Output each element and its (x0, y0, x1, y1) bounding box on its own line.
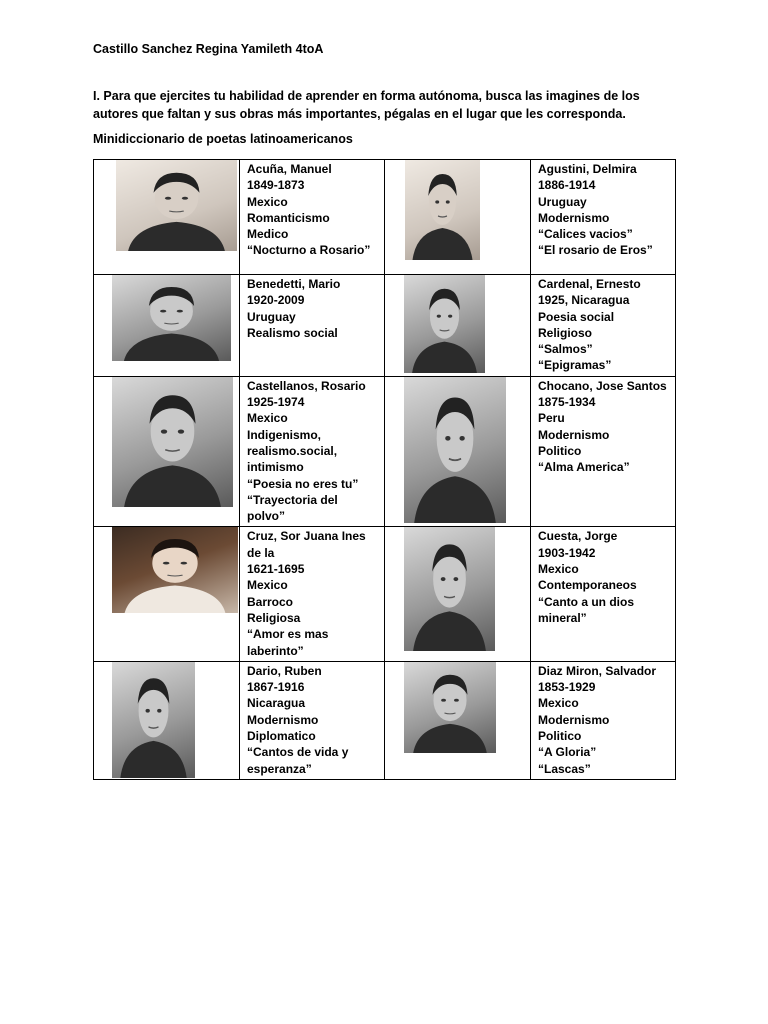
poet-detail: “Calices vacios” (538, 227, 633, 242)
photo-cell (385, 275, 531, 377)
poet-detail: Uruguay (538, 194, 587, 209)
poet-detail: esperanza” (247, 761, 312, 776)
portrait-benedetti-icon (112, 275, 231, 361)
photo-cell (94, 160, 240, 275)
photo-cell (385, 527, 531, 661)
poet-info (240, 275, 384, 343)
info-cell (240, 527, 385, 661)
poet-name: Benedetti, Mario (247, 277, 341, 291)
portrait-sor-juana-icon (112, 527, 238, 613)
poet-detail: “Epigramas” (538, 358, 612, 373)
poet-row (94, 376, 676, 527)
poet-info (531, 160, 675, 261)
info-cell (240, 376, 385, 527)
info-cell (531, 160, 676, 275)
poet-detail: “Poesia no eres tu” (247, 476, 359, 491)
poet-detail: Mexico (538, 562, 579, 577)
info-cell (531, 376, 676, 527)
photo-cell (94, 376, 240, 527)
poet-detail: 1925, Nicaragua (538, 293, 630, 308)
poet-detail: Modernismo (538, 712, 610, 727)
instruction-text: I. Para que ejercites tu habilidad de aprender en forma autónoma, busca las imagines de los autores que faltan y sus obras más importantes, pégalas en el lugar que les corresponda. (93, 89, 640, 121)
poet-detail: Poesia social (538, 309, 615, 324)
poet-name: Dario, Ruben (247, 663, 322, 678)
poet-detail: Nicaragua (247, 696, 306, 711)
photo-cell (94, 661, 240, 779)
table-title: Minidiccionario de poetas latinoamericanos (93, 132, 353, 146)
poet-detail: “El rosario de Eros” (538, 243, 653, 258)
poet-detail: Romanticismo (247, 210, 330, 225)
poet-detail: mineral” (538, 610, 587, 625)
poet-detail: Modernismo (247, 712, 319, 727)
poet-detail: Uruguay (247, 309, 296, 324)
poet-detail: intimismo (247, 460, 304, 475)
poet-detail: Mexico (247, 194, 288, 209)
poet-detail: 1867-1916 (247, 680, 305, 695)
poet-detail: Mexico (247, 578, 288, 593)
portrait-acuna-icon (116, 160, 237, 251)
poet-detail: “Cantos de vida y (247, 745, 349, 760)
poet-detail: “Trayectoria del (247, 492, 338, 507)
info-cell (240, 661, 385, 779)
poet-info (531, 275, 675, 376)
portrait-castellanos-icon (112, 377, 233, 507)
poet-info (531, 377, 675, 478)
poet-row (94, 275, 676, 377)
poet-info (240, 160, 384, 261)
poet-detail: 1621-1695 (247, 562, 305, 577)
poet-detail: Politico (538, 729, 582, 744)
poet-info (531, 662, 675, 779)
poet-detail: laberinto” (247, 643, 304, 658)
poet-detail: Barroco (247, 594, 294, 609)
student-name-line: Castillo Sanchez Regina Yamileth 4toA (93, 42, 324, 56)
poet-row (94, 661, 676, 779)
poet-detail: “A Gloria” (538, 745, 597, 760)
poet-detail: Mexico (538, 696, 579, 711)
poet-detail: Realismo social (247, 325, 338, 340)
photo-cell (94, 275, 240, 377)
portrait-chocano-icon (404, 377, 506, 523)
poet-row (94, 160, 676, 275)
poet-detail: Indigenismo, (247, 427, 322, 442)
poet-name: Castellanos, Rosario (247, 378, 366, 393)
info-cell (240, 275, 385, 377)
poet-row (94, 527, 676, 661)
portrait-cuesta-icon (404, 527, 495, 651)
poet-detail: 1903-1942 (538, 545, 596, 560)
poet-detail: 1849-1873 (247, 178, 305, 193)
portrait-dario-icon (112, 662, 195, 778)
poet-detail: “Salmos” (538, 342, 593, 357)
poet-detail: Medico (247, 227, 289, 242)
info-cell (531, 527, 676, 661)
poet-info (240, 527, 384, 660)
poet-name: Diaz Miron, Salvador (538, 663, 657, 678)
poet-detail: Modernismo (538, 210, 610, 225)
photo-cell (385, 376, 531, 527)
poet-name: Acuña, Manuel (247, 162, 332, 176)
poet-detail: realismo.social, (247, 443, 338, 458)
poet-detail: de la (247, 545, 275, 560)
poet-info (240, 662, 384, 779)
portrait-agustini-icon (405, 160, 480, 260)
poet-name: Cardenal, Ernesto (538, 277, 641, 291)
poets-table (93, 159, 676, 780)
poet-detail: “Canto a un dios (538, 594, 634, 609)
poet-detail: Contemporaneos (538, 578, 637, 593)
photo-cell (385, 661, 531, 779)
poet-detail: “Amor es mas (247, 627, 329, 642)
poet-detail: Diplomatico (247, 729, 316, 744)
poet-detail: Religioso (538, 325, 593, 340)
poet-detail: Modernismo (538, 427, 610, 442)
poet-name: Chocano, Jose Santos (538, 378, 667, 393)
poet-detail: 1925-1974 (247, 395, 305, 410)
poet-detail: 1920-2009 (247, 293, 305, 308)
info-cell (531, 275, 676, 377)
poet-info (240, 377, 384, 527)
poet-detail: Mexico (247, 411, 288, 426)
photo-cell (94, 527, 240, 661)
photo-cell (385, 160, 531, 275)
poet-detail: 1875-1934 (538, 395, 596, 410)
poet-detail: Politico (538, 443, 582, 458)
info-cell (531, 661, 676, 779)
poet-name: Cuesta, Jorge (538, 529, 618, 544)
poet-detail: “Alma America” (538, 460, 630, 475)
poet-detail: 1886-1914 (538, 178, 596, 193)
portrait-diaz-miron-icon (404, 662, 496, 753)
portrait-cardenal-icon (404, 275, 485, 373)
poet-name: Agustini, Delmira (538, 162, 637, 176)
poet-info (531, 527, 675, 628)
poet-name: Cruz, Sor Juana Ines (247, 529, 366, 544)
poet-detail: “Lascas” (538, 761, 591, 776)
poet-detail: 1853-1929 (538, 680, 596, 695)
poet-detail: Religiosa (247, 610, 301, 625)
poet-detail: polvo” (247, 509, 285, 524)
info-cell (240, 160, 385, 275)
poet-detail: Peru (538, 411, 565, 426)
poet-detail: “Nocturno a Rosario” (247, 243, 371, 258)
